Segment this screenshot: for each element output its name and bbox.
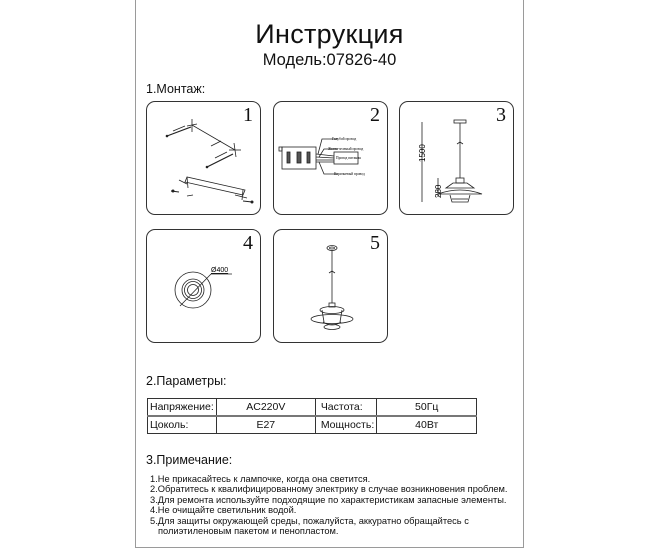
note-item: 3.Для ремонта используйте подходящие по характеристикам запасные элементы. <box>150 494 507 505</box>
table-row <box>148 399 477 417</box>
param-label-socket: Цоколь: <box>148 416 217 434</box>
dimension-height-total: 1500 <box>418 144 427 162</box>
param-label-voltage: Напряжение: <box>148 399 217 417</box>
diameter-label: Ø400 <box>211 267 229 274</box>
figure-2-wiring <box>273 101 388 215</box>
model-number: Модель:07826-40 <box>262 51 397 69</box>
wiring-illustration <box>274 102 389 216</box>
parameters-table <box>147 398 477 434</box>
figure-4-top-view <box>146 229 261 343</box>
figure-5-assembled <box>273 229 388 343</box>
note-item: 5.Для защиты окружающей среды, пожалуйста, аккуратно обращайтесь с <box>150 515 469 526</box>
assembled-lamp-illustration <box>274 230 389 344</box>
bracket-screws-illustration <box>147 102 262 216</box>
figure-number: 2 <box>370 104 380 126</box>
param-value-socket: E27 <box>216 416 315 434</box>
wire-label-power: Провод питания <box>336 156 361 160</box>
param-value-power: 40Вт <box>377 416 477 434</box>
lamp-top-view-illustration <box>147 230 262 344</box>
figure-number: 5 <box>370 232 380 254</box>
note-item: 1.Не прикасайтесь к лампочке, когда она светится. <box>150 474 371 484</box>
note-item: 4.Не очищайте светильник водой. <box>150 505 297 516</box>
param-value-frequency: 50Гц <box>377 399 477 417</box>
dimension-shade-height: 280 <box>434 184 443 198</box>
wire-label-yellow-green: Желто-зеленый провод <box>328 147 364 151</box>
notes-list <box>150 474 508 536</box>
figure-number: 3 <box>496 104 506 126</box>
figure-1-bracket <box>146 101 261 215</box>
instruction-sheet <box>135 0 524 548</box>
document-title: Инструкция <box>255 19 404 49</box>
figure-3-dimensions <box>399 101 514 215</box>
lamp-dimensions-illustration <box>400 102 515 216</box>
param-label-power: Мощность: <box>315 416 376 434</box>
figure-number: 4 <box>243 232 253 254</box>
section-parameters-heading: 2.Параметры: <box>146 374 227 388</box>
param-value-voltage: AC220V <box>216 399 315 417</box>
figure-number: 1 <box>243 104 253 126</box>
note-item: 2.Обратитесь к квалифицированному электрику в случае возникновения проблем. <box>150 484 508 495</box>
section-mounting-heading: 1.Монтаж: <box>146 82 206 96</box>
wire-label-blue: Голубой провод <box>332 137 357 141</box>
note-item-continuation: полиэтиленовым пакетом и пенопластом. <box>158 526 339 537</box>
param-label-frequency: Частота: <box>315 399 376 417</box>
section-notes-heading: 3.Примечание: <box>146 453 233 467</box>
wire-label-brown: Коричневый провод <box>334 172 365 176</box>
table-row <box>148 416 477 434</box>
